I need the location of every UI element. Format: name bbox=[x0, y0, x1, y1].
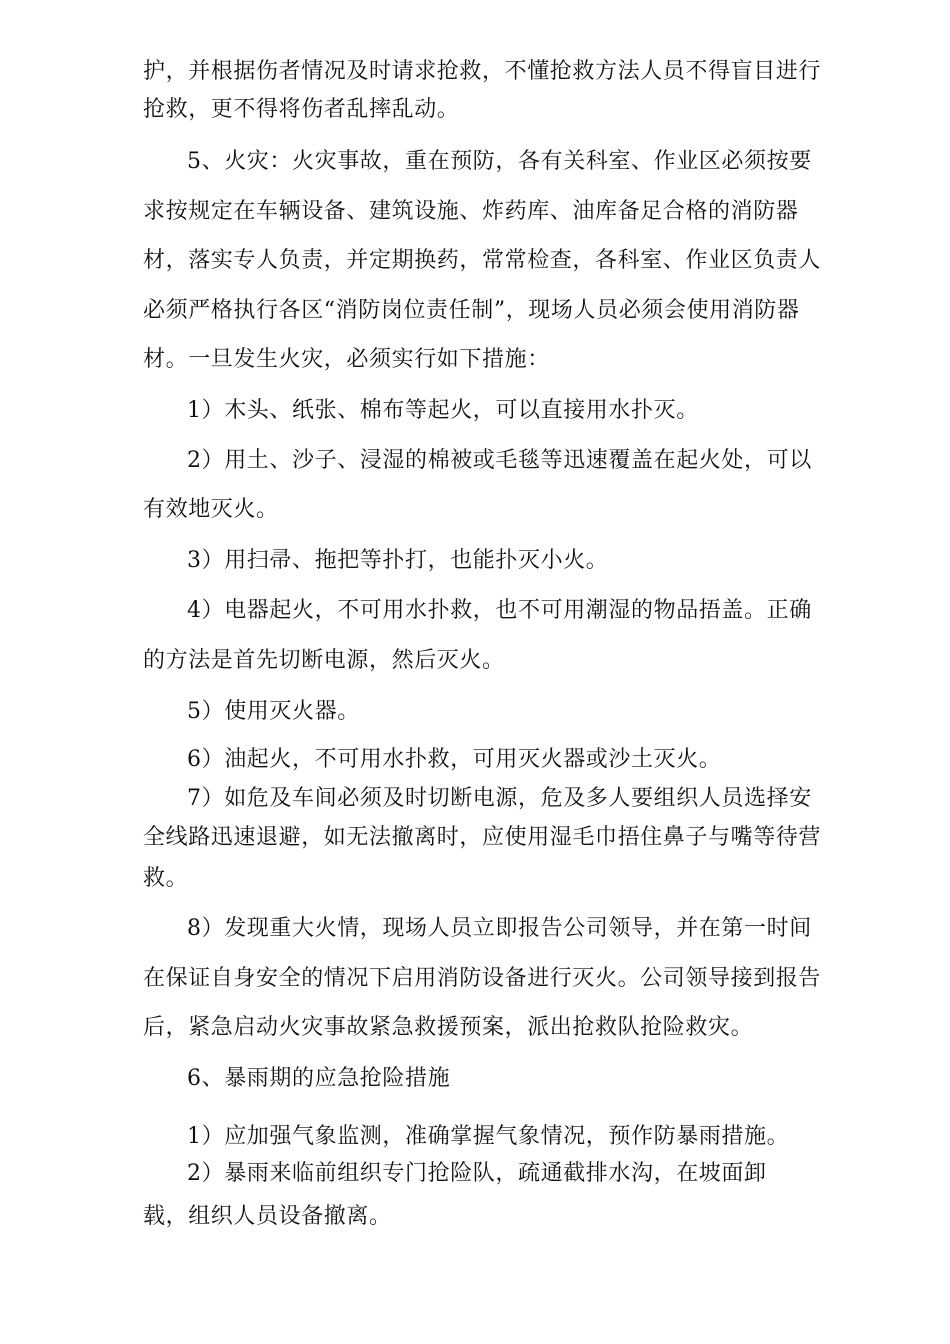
text-line: 有效地灭火。 bbox=[143, 497, 279, 522]
text-line: 求按规定在车辆设备、建筑设施、炸药库、油库备足合格的消防器 bbox=[143, 199, 799, 224]
text-line: 2）用土、沙子、浸湿的棉被或毛毯等迅速覆盖在起火处，可以 bbox=[187, 448, 812, 473]
text-line: 的方法是首先切断电源，然后灭火。 bbox=[143, 648, 505, 673]
text-line: 8）发现重大火情，现场人员立即报告公司领导，并在第一时间 bbox=[187, 916, 812, 941]
text-line: 5）使用灭火器。 bbox=[187, 699, 360, 724]
text-line: 救。 bbox=[143, 866, 189, 891]
text-line: 全线路迅速退避，如无法撤离时，应使用湿毛巾捂住鼻子与嘴等待营 bbox=[143, 825, 822, 850]
text-line: 2）暴雨来临前组织专门抢险队，疏通截排水沟，在坡面卸 bbox=[187, 1161, 767, 1186]
text-line: 必须严格执行各区“消防岗位责任制”，现场人员必须会使用消防器 bbox=[143, 298, 800, 323]
text-line: 5、火灾：火灾事故，重在预防，各有关科室、作业区必须按要 bbox=[187, 149, 812, 174]
text-line: 1）木头、纸张、棉布等起火，可以直接用水扑灭。 bbox=[187, 398, 699, 423]
text-line: 6）油起火，不可用水扑救，可用灭火器或沙土灭火。 bbox=[187, 747, 722, 772]
text-line: 1）应加强气象监测，准确掌握气象情况，预作防暴雨措施。 bbox=[187, 1124, 790, 1149]
text-line: 后，紧急启动火灾事故紧急救援预案，派出抢救队抢险救灾。 bbox=[143, 1015, 754, 1040]
text-line: 3）用扫帚、拖把等扑打，也能扑灭小火。 bbox=[187, 548, 609, 573]
text-line: 6、暴雨期的应急抢险措施 bbox=[187, 1066, 451, 1091]
text-line: 载，组织人员设备撤离。 bbox=[143, 1204, 392, 1229]
text-line: 7）如危及车间必须及时切断电源，危及多人要组织人员选择安 bbox=[187, 786, 812, 811]
text-line: 4）电器起火，不可用水扑救，也不可用潮湿的物品捂盖。正确 bbox=[187, 598, 812, 623]
text-line: 材。一旦发生火灾，必须实行如下措施： bbox=[143, 347, 550, 372]
text-line: 护，并根据伤者情况及时请求抢救，不懂抢救方法人员不得盲目进行 bbox=[143, 59, 822, 84]
text-line: 材，落实专人负责，并定期换药，常常检查，各科室、作业区负责人 bbox=[143, 248, 822, 273]
text-line: 抢救，更不得将伤者乱摔乱动。 bbox=[143, 97, 460, 122]
text-line: 在保证自身安全的情况下启用消防设备进行灭火。公司领导接到报告 bbox=[143, 966, 822, 991]
